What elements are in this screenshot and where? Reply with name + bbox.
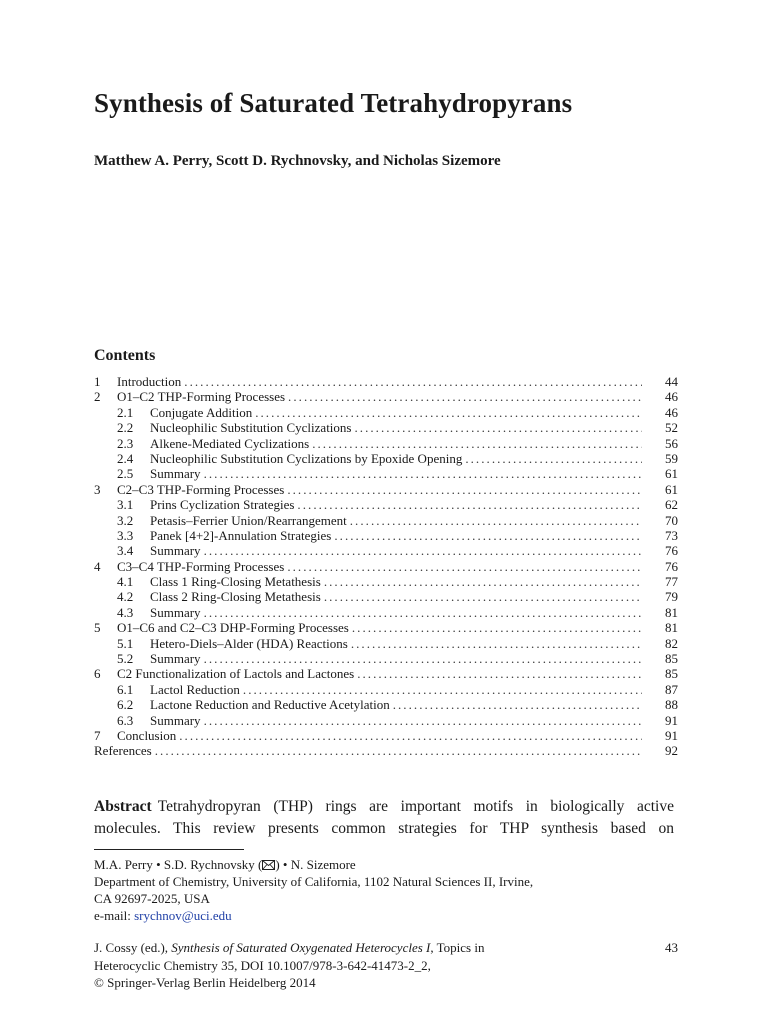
toc-entry-number: 6.2 (117, 697, 134, 713)
toc-dot-leader (155, 743, 642, 758)
affil-address: CA 92697-2025, USA (94, 891, 210, 906)
affil-email-line (94, 907, 533, 924)
toc-entry[interactable] (94, 697, 678, 712)
abstract-text-1: Tetrahydropyran (THP) rings are important motifs in biologically active (157, 798, 674, 815)
toc-entry-page: 52 (665, 420, 678, 436)
paper-title: Synthesis of Saturated Tetrahydropyrans (94, 88, 573, 118)
toc-entry-title: C2–C3 THP-Forming Processes (117, 481, 285, 497)
toc-entry[interactable] (94, 620, 678, 635)
toc-entry[interactable] (94, 436, 678, 451)
toc-entry-title: Introduction (117, 374, 182, 389)
toc-entry-title: Class 2 Ring-Closing Metathesis (150, 589, 321, 605)
toc-entry-page: 85 (665, 651, 678, 667)
toc-dot-leader (288, 389, 642, 404)
toc-entry-title: Summary (150, 604, 201, 620)
toc-entry-page: 77 (665, 574, 678, 590)
toc-entry-title: Lactone Reduction and Reductive Acetylation (150, 697, 390, 713)
toc-entry-page: 70 (665, 512, 678, 528)
toc-dot-leader (204, 466, 642, 481)
toc-entry-title: O1–C2 THP-Forming Processes (117, 389, 286, 405)
toc-entry-page: 87 (665, 681, 678, 697)
toc-entry-page: 46 (665, 389, 678, 405)
toc-entry-number: 2.2 (117, 420, 134, 436)
toc-entry-title: Nucleophilic Substitution Cyclizations (150, 420, 352, 436)
toc-entry-title: Hetero-Diels–Alder (HDA) Reactions (150, 635, 348, 651)
toc-dot-leader (352, 620, 642, 635)
toc-dot-leader (204, 543, 642, 558)
toc-entry[interactable] (94, 743, 678, 758)
contents-heading: Contents (94, 347, 156, 364)
toc-entry-number: 3.3 (117, 527, 134, 543)
toc-entry-page: 91 (665, 712, 678, 728)
toc-entry-title: References (94, 743, 152, 759)
toc-entry-title: Summary (150, 543, 201, 559)
toc-dot-leader (287, 482, 642, 497)
toc-entry-number: 7 (94, 727, 101, 743)
affil-names-before: M.A. Perry • S.D. Rychnovsky ( (94, 857, 263, 872)
toc-dot-leader (204, 651, 642, 666)
toc-entry[interactable] (94, 574, 678, 589)
toc-entry-title: Petasis–Ferrier Union/Rearrangement (150, 512, 347, 528)
toc-entry[interactable] (94, 636, 678, 651)
toc-entry-title: Summary (150, 712, 201, 728)
toc-dot-leader (351, 636, 642, 651)
toc-entry-number: 6.1 (117, 681, 134, 697)
toc-entry-page: 79 (665, 589, 678, 605)
toc-dot-leader (204, 605, 642, 620)
toc-dot-leader (324, 589, 642, 604)
toc-entry-page: 91 (665, 727, 678, 743)
abstract-line-2: molecules. This review presents common strategies for THP synthesis based on (94, 820, 674, 837)
author-affiliation-names (94, 856, 533, 873)
toc-entry[interactable] (94, 451, 678, 466)
toc-entry-title: Summary (150, 466, 201, 482)
citation-series: , Topics in (430, 940, 485, 955)
toc-dot-leader (357, 666, 642, 681)
affil-department: Department of Chemistry, University of California, 1102 Natural Sciences II, Irvine, (94, 874, 534, 889)
toc-entry-page: 59 (665, 450, 678, 466)
toc-entry[interactable] (94, 713, 678, 728)
toc-dot-leader (297, 497, 642, 512)
toc-entry-page: 46 (665, 404, 678, 420)
toc-entry-page: 62 (665, 497, 678, 513)
toc-dot-leader (324, 574, 642, 589)
toc-entry[interactable] (94, 651, 678, 666)
toc-entry-number: 2.5 (117, 466, 134, 482)
toc-entry[interactable] (94, 420, 678, 435)
toc-entry-title: O1–C6 and C2–C3 DHP-Forming Processes (117, 620, 349, 636)
toc-entry[interactable] (94, 482, 678, 497)
toc-dot-leader (350, 513, 642, 528)
affil-names-after: ) • N. Sizemore (275, 857, 356, 872)
citation-footer (94, 939, 678, 992)
toc-entry[interactable] (94, 666, 678, 681)
toc-entry-page: 81 (665, 604, 678, 620)
toc-entry-number: 4.2 (117, 589, 134, 605)
toc-dot-leader (465, 451, 642, 466)
toc-entry-number: 3.1 (117, 497, 134, 513)
toc-entry-number: 2.1 (117, 404, 134, 420)
toc-entry-number: 4 (94, 558, 101, 574)
toc-entry-page: 73 (665, 527, 678, 543)
toc-entry[interactable] (94, 589, 678, 604)
email-link[interactable]: srychnov@uci.edu (134, 908, 232, 923)
toc-dot-leader (287, 559, 642, 574)
toc-entry-title: Conjugate Addition (150, 404, 253, 420)
toc-entry-page: 92 (665, 743, 678, 759)
toc-entry-page: 85 (665, 666, 678, 682)
toc-dot-leader (179, 728, 642, 743)
toc-entry[interactable] (94, 543, 678, 558)
toc-entry[interactable] (94, 528, 678, 543)
toc-entry-page: 76 (665, 558, 678, 574)
toc-entry-number: 2 (94, 389, 101, 405)
toc-dot-leader (204, 713, 642, 728)
toc-entry-page: 61 (665, 466, 678, 482)
footnote-rule (94, 849, 244, 850)
toc-entry-number: 5 (94, 620, 101, 636)
toc-dot-leader (354, 420, 642, 435)
author-list: Matthew A. Perry, Scott D. Rychnovsky, and Nicholas Sizemore (94, 153, 501, 169)
abstract-label: Abstract (94, 798, 152, 815)
toc-entry-page: 88 (665, 697, 678, 713)
toc-entry-page: 56 (665, 435, 678, 451)
toc-entry-page: 76 (665, 543, 678, 559)
toc-entry[interactable] (94, 466, 678, 481)
toc-entry-title: Conclusion (117, 727, 177, 743)
envelope-icon (262, 860, 275, 870)
toc-entry-number: 3 (94, 481, 101, 497)
toc-entry-page: 81 (665, 620, 678, 636)
toc-entry-number: 3.2 (117, 512, 134, 528)
toc-entry-title: Lactol Reduction (150, 681, 240, 697)
toc-entry[interactable] (94, 405, 678, 420)
toc-entry-page: 44 (665, 374, 678, 389)
toc-entry[interactable] (94, 389, 678, 404)
toc-entry-number: 5.2 (117, 651, 134, 667)
toc-entry[interactable] (94, 682, 678, 697)
toc-entry-number: 6.3 (117, 712, 134, 728)
toc-dot-leader (243, 682, 642, 697)
abstract (94, 796, 674, 840)
toc-dot-leader (312, 436, 642, 451)
toc-entry[interactable] (94, 497, 678, 512)
copyright-line: © Springer-Verlag Berlin Heidelberg 2014 (94, 975, 316, 990)
toc-entry-title: Class 1 Ring-Closing Metathesis (150, 574, 321, 590)
table-of-contents (94, 374, 678, 759)
toc-entry-number: 2.4 (117, 450, 134, 466)
toc-dot-leader (255, 405, 642, 420)
affiliation-footnote (94, 856, 533, 924)
toc-entry[interactable] (94, 374, 678, 389)
toc-entry-number: 2.3 (117, 435, 134, 451)
toc-entry-page: 61 (665, 481, 678, 497)
toc-entry-title: C3–C4 THP-Forming Processes (117, 558, 285, 574)
toc-entry[interactable] (94, 559, 678, 574)
citation-line-1 (94, 939, 678, 957)
toc-entry-title: Summary (150, 651, 201, 667)
toc-entry-title: Panek [4+2]-Annulation Strategies (150, 527, 332, 543)
toc-entry-number: 5.1 (117, 635, 134, 651)
toc-entry[interactable] (94, 728, 678, 743)
toc-entry-number: 1 (94, 374, 101, 389)
toc-entry[interactable] (94, 513, 678, 528)
toc-entry-page: 82 (665, 635, 678, 651)
toc-entry-number: 4.1 (117, 574, 134, 590)
toc-dot-leader (334, 528, 642, 543)
citation-book-title: Synthesis of Saturated Oxygenated Heterocycles I (171, 940, 431, 955)
toc-entry-title: C2 Functionalization of Lactols and Lactones (117, 666, 355, 682)
citation-line-2: Heterocyclic Chemistry 35, DOI 10.1007/978-3-642-41473-2_2, (94, 957, 431, 973)
toc-dot-leader (184, 374, 642, 389)
toc-entry-number: 4.3 (117, 604, 134, 620)
toc-entry-title: Prins Cyclization Strategies (150, 497, 295, 513)
toc-entry-title: Nucleophilic Substitution Cyclizations by Epoxide Opening (150, 450, 463, 466)
toc-entry-number: 3.4 (117, 543, 134, 559)
page-number: 43 (665, 940, 678, 955)
toc-entry-number: 6 (94, 666, 101, 682)
toc-entry[interactable] (94, 605, 678, 620)
citation-editor: J. Cossy (ed.), (94, 940, 172, 955)
toc-entry-title: Alkene-Mediated Cyclizations (150, 435, 310, 451)
email-label: e-mail: (94, 908, 135, 923)
toc-dot-leader (393, 697, 642, 712)
abstract-line-1 (94, 796, 674, 818)
